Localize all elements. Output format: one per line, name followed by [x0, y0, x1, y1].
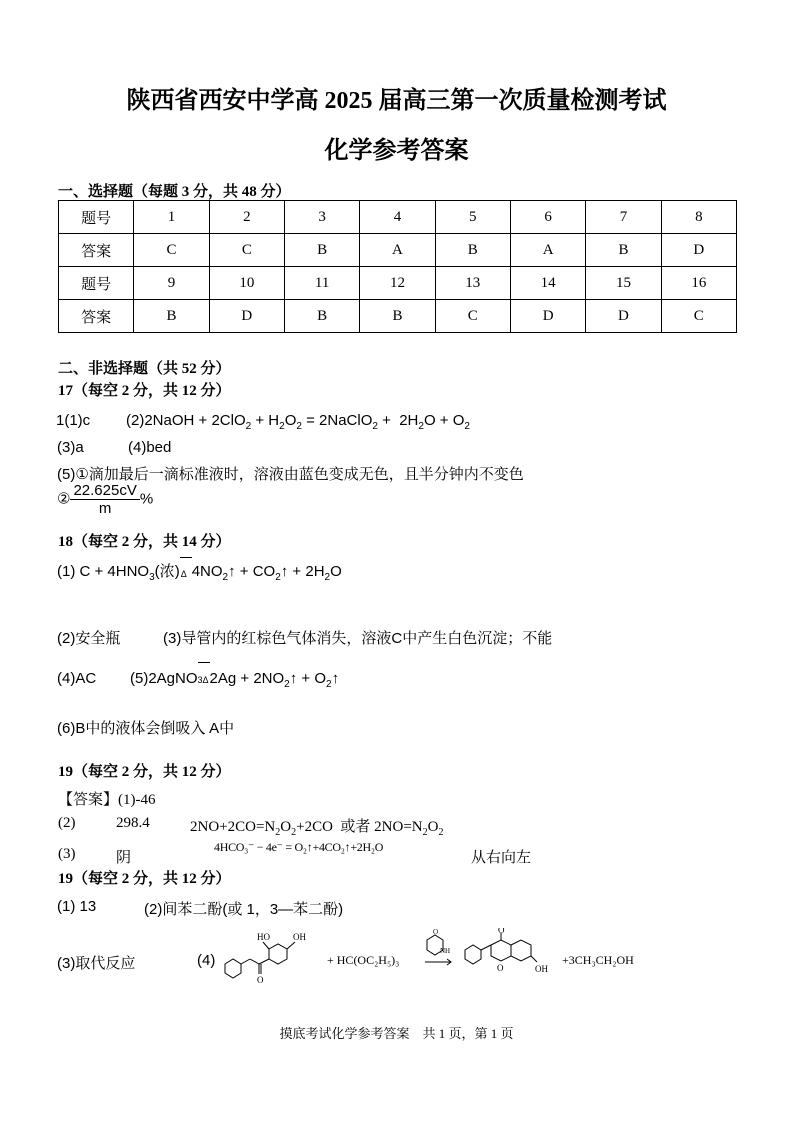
answer-table-cell: 1: [134, 201, 209, 234]
q19a-answer-2-value: 298.4: [116, 815, 150, 831]
q19b-answer-1: (1) 13: [57, 898, 97, 915]
section2-heading: 二、非选择题（共 52 分）: [58, 361, 231, 377]
answer-table-cell: 11: [284, 267, 359, 300]
q17-answer-3: (3)a: [57, 439, 84, 456]
answer-table-cell: B: [134, 300, 209, 333]
q19b-heading: 19（每空 2 分，共 12 分）: [58, 871, 231, 887]
answer-table-row: [59, 300, 737, 333]
page-title: 陕西省西安中学高 2025 届高三第一次质量检测考试: [126, 88, 667, 114]
q19a-answer-3-label: (3): [58, 846, 76, 862]
answer-table-cell: 12: [360, 267, 435, 300]
label-nh: NH: [440, 947, 451, 955]
q19a-answer-1: 【答案】(1)-46: [58, 792, 156, 808]
label-oh-1: OH: [293, 932, 306, 942]
answer-table-cell: 4: [360, 201, 435, 234]
answer-table-cell: B: [284, 234, 359, 267]
q19a-answer-3-equation: 4HCO₃⁻ − 4e⁻ = O₂↑+4CO₂↑+2H₂O: [214, 840, 384, 854]
q19a-answer-3-value: 阴: [116, 850, 132, 866]
answer-table-row-label: 题号: [59, 267, 134, 300]
answer-table-cell: B: [284, 300, 359, 333]
answer-table-cell: 10: [209, 267, 284, 300]
answer-table-cell: D: [586, 300, 661, 333]
answer-table-row: [59, 201, 737, 234]
answer-table-cell: 14: [510, 267, 585, 300]
page-footer: 摸底考试化学参考答案 共 1 页，第 1 页: [279, 1026, 514, 1041]
q18-answer-1: (1) $C + 4HNO_3$(浓) Δ $4NO_2↑$ + $CO_2↑ + 2H_2O$: [57, 560, 342, 583]
answer-table-cell: 15: [586, 267, 661, 300]
label-o-4: O: [497, 963, 504, 973]
label-o-1: O: [257, 975, 264, 985]
circle-number-1: ①: [75, 466, 89, 483]
q18-answer-6: (6)B中的液体会倒吸入 A中: [57, 720, 235, 737]
answer-table-cell: C: [134, 234, 209, 267]
circle-number-2: ②: [57, 490, 71, 508]
product-phenyl-ring: [465, 945, 481, 964]
q18-answer-2: (2)安全瓶: [57, 630, 121, 647]
answer-table-cell: 8: [661, 201, 736, 234]
answer-table-cell: 2: [209, 201, 284, 234]
answer-table-row-label: 答案: [59, 300, 134, 333]
answer-table-cell: 3: [284, 201, 359, 234]
fraction: $\frac{22.625cV}{m}$: [70, 482, 139, 517]
label-o-3: O: [498, 928, 505, 935]
q19b-answer-3: (3)取代反应: [57, 955, 136, 972]
answer-table-cell: A: [510, 234, 585, 267]
reactant-resorcinol-ring: [269, 944, 287, 964]
q17-answer-5: (5)①滴加最后一滴标准液时，溶液由蓝色变成无色，且半分钟内不变色: [57, 466, 524, 483]
page-subtitle: 化学参考答案: [324, 138, 469, 164]
reaction-byproduct: +3CH₃CH₂OH: [562, 953, 634, 967]
q17-answer-2: (2)2NaOH + $2ClO_2 + H_2O_2$ = 2NaClO$_2$ + $2H_2O + O_2$: [126, 412, 470, 432]
q18-answer-3: (3)导管内的红棕色气体消失，溶液C中产生白色沉淀；不能: [163, 630, 553, 647]
answer-table-cell: B: [435, 234, 510, 267]
answer-table-cell: D: [209, 300, 284, 333]
q19a-heading: 19（每空 2 分，共 12 分）: [58, 764, 231, 780]
answer-table-row: [59, 267, 737, 300]
answer-table-row-label: 题号: [59, 201, 134, 234]
answer-table: [58, 200, 737, 333]
product-chromone-ring: [491, 940, 511, 961]
answer-table-cell: 5: [435, 201, 510, 234]
answer-table-cell: 13: [435, 267, 510, 300]
q17-answer-4: (4)bed: [128, 439, 172, 456]
label-oh-2: OH: [535, 964, 548, 974]
answer-table-cell: 9: [134, 267, 209, 300]
answer-table-cell: C: [661, 300, 736, 333]
label-o-2: O: [433, 928, 439, 936]
answer-table-cell: D: [661, 234, 736, 267]
q17-heading: 17（每空 2 分，共 12 分）: [58, 383, 231, 399]
answer-table-row: [59, 234, 737, 267]
answer-table-cell: A: [360, 234, 435, 267]
answer-table-cell: D: [510, 300, 585, 333]
q19a-answer-3-direction: 从右向左: [471, 850, 532, 866]
q18-heading: 18（每空 2 分，共 14 分）: [58, 534, 231, 550]
reaction-reagent: + HC(OC₂H₅)₃: [327, 953, 400, 967]
answer-table-cell: B: [360, 300, 435, 333]
section1-heading: 一、选择题（每题 3 分，共 48 分）: [58, 184, 291, 200]
q18-answer-4: (4)AC: [57, 670, 97, 687]
q18-answer-5: (5)2AgNO 3Δ $2Ag + 2NO_2↑$ + $O_2↑$: [130, 670, 339, 690]
answer-table-row-label: 答案: [59, 234, 134, 267]
answer-table-cell: B: [586, 234, 661, 267]
answer-table-cell: C: [435, 300, 510, 333]
answer-table-cell: 6: [510, 201, 585, 234]
answer-table-cell: 7: [586, 201, 661, 234]
q19a-answer-2-label: (2): [58, 815, 76, 831]
answer-table-cell: C: [209, 234, 284, 267]
q19b-answer-4-label: (4): [197, 952, 216, 969]
answer-table-cell: 16: [661, 267, 736, 300]
label-ho: HO: [257, 932, 270, 942]
q17-answer-6: ② $\frac{22.625cV}{m}$ %: [57, 482, 154, 517]
product-benzo-ring: [511, 940, 531, 961]
q19b-answer-2: (2)间苯二酚(或 1，3—苯二酚): [144, 901, 344, 918]
q19a-answer-2-equation: $2NO+2CO=N_2O_2+2CO$ 或者 $2NO=N_2O_2$: [190, 819, 444, 838]
q17-answer-1: 1(1)c: [56, 412, 91, 429]
reactant-phenyl-ring: [225, 959, 241, 978]
